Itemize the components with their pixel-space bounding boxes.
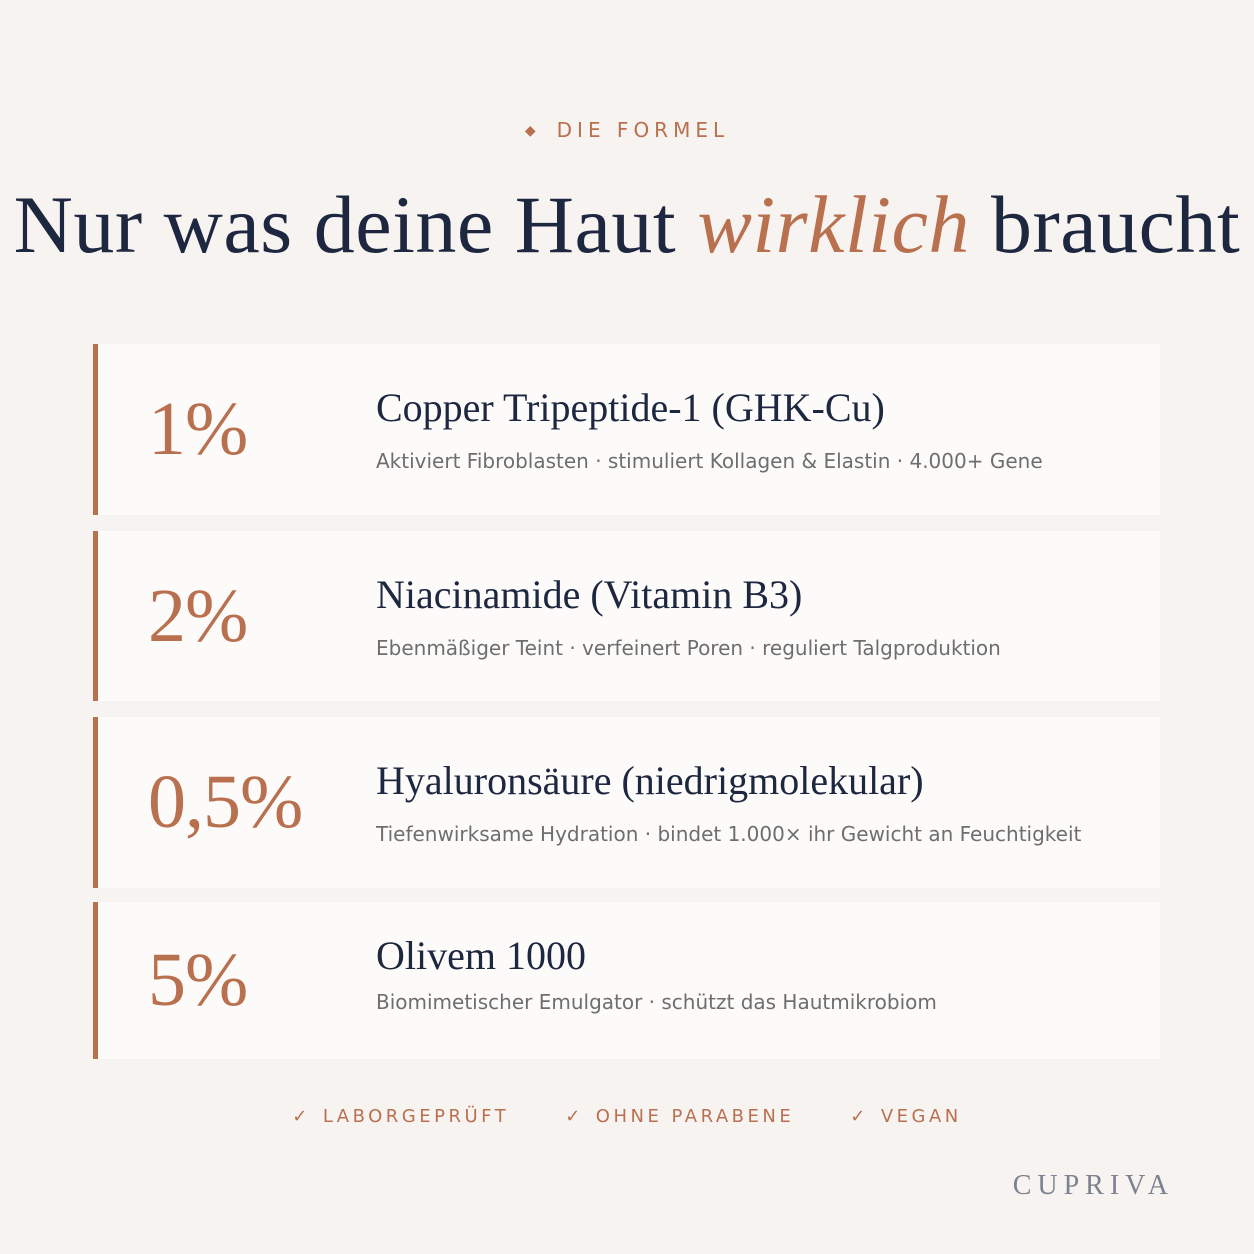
ingredient-name: Niacinamide (Vitamin B3) (376, 572, 803, 617)
headline-accent: wirklich (697, 179, 970, 270)
check-icon: ✓ (850, 1106, 869, 1127)
page-title (0, 178, 1254, 272)
ingredient-card-1 (93, 344, 1160, 515)
headline-end: braucht (969, 179, 1241, 270)
ingredient-description: Tiefenwirksame Hydration · bindet 1.000× ihr Gewicht an Feuchtigkeit (376, 822, 1082, 846)
brand-logo: CUPRIVA (1012, 1170, 1174, 1201)
eyebrow-label: DIE FORMEL (556, 118, 730, 142)
ingredient-percent: 1% (148, 387, 248, 471)
badge-label: OHNE PARABENE (595, 1106, 795, 1127)
ingredient-percent: 2% (148, 573, 248, 658)
ingredient-name: Olivem 1000 (376, 933, 586, 978)
badge-label: LABORGEPRÜFT (322, 1106, 510, 1127)
badge-lab-tested (292, 1106, 509, 1127)
badge-label: VEGAN (880, 1106, 962, 1127)
ingredient-name: Hyaluronsäure (niedrigmolekular) (376, 758, 924, 803)
ingredient-percent: 0,5% (148, 760, 303, 844)
badge-vegan (850, 1106, 962, 1127)
check-icon: ✓ (565, 1106, 584, 1127)
ingredient-name: Copper Tripeptide-1 (GHK-Cu) (376, 385, 885, 430)
ingredient-percent: 5% (148, 938, 248, 1022)
eyebrow (0, 118, 1254, 142)
headline-start: Nur was deine Haut (13, 179, 698, 270)
check-icon: ✓ (292, 1106, 311, 1127)
badge-row (0, 1106, 1254, 1127)
ingredient-card-2 (93, 531, 1160, 701)
ingredient-description: Ebenmäßiger Teint · verfeinert Poren · reguliert Talgproduktion (376, 636, 1001, 660)
badge-paraben-free (565, 1106, 794, 1127)
ingredient-card-3 (93, 717, 1160, 888)
diamond-icon: ◆ (524, 123, 541, 139)
ingredient-description: Biomimetischer Emulgator · schützt das Hautmikrobiom (376, 990, 937, 1014)
ingredient-card-4 (93, 902, 1160, 1059)
ingredient-description: Aktiviert Fibroblasten · stimuliert Kollagen & Elastin · 4.000+ Gene (376, 449, 1043, 473)
